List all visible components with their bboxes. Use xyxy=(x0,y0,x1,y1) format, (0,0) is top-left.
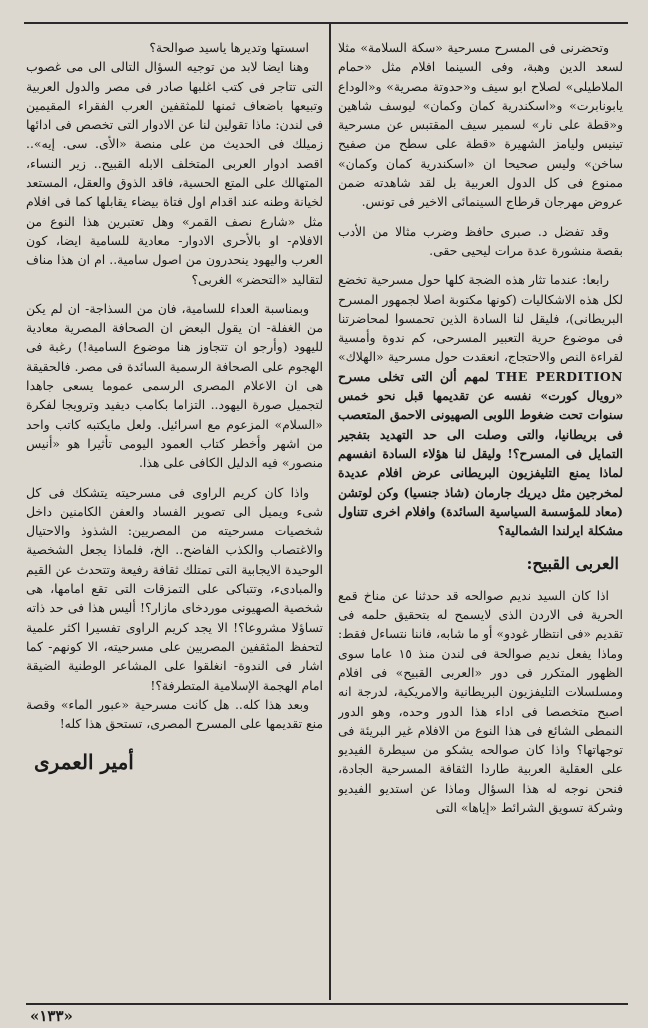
section-subheading: العربى القبيح: xyxy=(526,554,619,574)
paragraph: وهنا ايضا لابد من توجيه السؤال التالى الى مى غصوب التى تتاجر فى كتب اغلبها صادر فى مصر والدول العربية وتبيعها باضعاف ثمنها للمثقفين العرب الفقراء المقيمين فى لندن: ماذا تقولين لنا عن الادوار التى تخصص فى ادائها زميلك فى الحديث من على منصة «الأى. سى. إيه».. اقصد ادوار العربى المتخلف الابله القبيح.. زير النساء، المتهالك على المتع الحسية، فاقد الذوق والعقل، المستعد لخيانة وطنه عند اقدام اول فتاة بيضاء يقابلها كما فى افلام مثل «شارع نصف القمر» وهل تعتبرين هذا النوع من الافلام- او بالأحرى الادوار- معادية للسامية ايضا، كون العرب واليهود ينحدرون من اصول سامية.. ام ان هذا مناف لتقاليد «التحضر» الغربى؟ xyxy=(26,59,323,287)
paragraph: واذا كان كريم الراوى فى مسرحيته يتشكك فى كل شىء ويميل الى تصوير الفساد والعفن الكامنين داخل شخصيات مسرحيته من المصريين: الشذوذ والاحتيال والاغتصاب والكذب الفاضح.. الخ، فلماذا يجعل الشخصية الوحيدة الايجابية التى تمتلك ثقافة رفيعة وتتحدث عن القيم والمبادىء، وتتباكى على التمزقات التى تقع امامها، هى شخصية الصهيونى موردخاى مازار؟! أليس هذا فى حد ذاته تساؤلا مشروعا؟! الا يجد كريم الراوى تفسيرا اكثر علمية لتحفظ المثقفين المصريين على مسرحيته، الا كونهم- كما اشار فى الندوة- انغلقوا على المشاعر الوطنية الضيقة امام الهجمة الإسلامية المتطرفة؟! xyxy=(26,484,323,693)
paragraph: وقد تفضل د. صبرى حافظ وضرب مثالا من الأدب بقصة منشورة عدة مرات ليحيى حقى. xyxy=(338,223,623,258)
right-column xyxy=(338,38,623,988)
paragraph-text: رابعا: عندما تثار هذه الضجة كلها حول مسرحية تخضع لكل هذه الاشكاليات (كونها مكتوبة اصلا لجمهور المسرح البريطانى)، فليقل لنا السادة الذين تحمسوا لمحاضرتنا فى موضوع حرية التعبير المسرحى، كم ندوة وأمسية لقراءة النص والاحتجاج، انعقدت حول مسرحية «الهلاك» xyxy=(338,272,623,365)
column-divider xyxy=(329,22,331,1000)
paragraph: اذا كان السيد نديم صوالحه قد حدثنا عن مناخ قمع الحرية فى الاردن الذى لايسمح له بتحقيق حلمه فى تقديم «فى انتظار غودو» أو ما شابه، فاننا نتساءل فقط: وماذا يفعل نديم صوالحة فى لندن منذ ١٥ عاما سوى الظهور المتكرر فى دور «العربى القبيح» فى افلام ومسلسلات التليفزيون البريطانية والامريكية، لدرجة انه اصبح متخصصا فى اداء هذا الدور وحده، وهو الدور النمطى الشائع فى هذا النوع من الافلام غير البريئة فى توجهاتها؟ واذا كان صوالحه يشكو من سيطرة الفيديو على العقلية العربية طاردا الثقافة المسرحية الجادة، فنحن نوجه له هذا السؤال وماذا عن استديو الفيديو وشركة تسويق الشرائط «إياها» التى xyxy=(338,587,623,815)
paragraph: اسستها وتديرها ياسيد صوالحة؟ xyxy=(149,40,309,55)
paragraph: وتحضرنى فى المسرح مسرحية «سكة السلامة» مثلا لسعد الدين وهبة، وفى السينما افلام مثل «حمام الملاطيلى» لصلاح ابو سيف و«حدوتة مصرية» و«الوداع يابونابرت» و«اسكندرية كمان وكمان» ليوسف شاهين و«قطة على نار» لسمير سيف المقتبس عن مسرحية تينيس وليامز الشهيرة «قطة على سطح من صفيح ساخن» وليس صحيحا ان «اسكندرية كمان وكمان» ممنوع فى كل الدول العربية بل لقد شاهدته ضمن عروض مهرجان قرطاج السينمائى الاخير فى تونس. xyxy=(338,40,623,210)
paragraph: وبمناسبة العداء للسامية، فان من السذاجة- ان لم يكن من الغفلة- ان يقول البعض ان الصحافة المصرية معادية لليهود (وأرجو ان تتجاوز هنا موضوع السامية!) رغبة فى الهجوم على الصحافة الرسمية السائدة فى مصر. فالحقيقة هى ان الاعلام المصرى الرسمى عموما يسعى جاهدا لتجميل صورة اليهود.. التزاما بكامب ديفيد وترويجا لفكرة «السلام» المزعوم مع اسرائيل. ولعل مايكتبه كاتب واحد من اشهر وأخطر كتاب العمود اليومى تأثيرا هو «أنيس منصور» فيه الدليل الكافى على هذا. xyxy=(26,300,323,471)
paragraph: وبعد هذا كله.. هل كانت مسرحية «عبور الماء» وقصة منع تقديمها على المسرح المصرى، تستحق هذا كله! xyxy=(26,696,323,732)
bottom-rule xyxy=(26,1003,628,1005)
author-signature: أمير العمرى xyxy=(34,750,134,775)
top-rule xyxy=(24,22,628,24)
play-title-latin: THE PERDITION xyxy=(495,368,623,384)
page-number: «١٣٣» xyxy=(30,1007,73,1025)
paragraph xyxy=(338,270,623,540)
left-column xyxy=(26,38,323,988)
paragraph-bold-text: لمهم ألن التى تخلى مسرح «رويال كورت» نفسه عن تقديمها قبل نحو خمس سنوات تحت ضغوط اللوبى الصهيونى الاحمق المتعصب فى بريطانيا، والتى وصلت الى حد التهديد بتفجير التمايل فى المسرح؟! وليقل لنا هؤلاء السادة انفسهم لماذا يمنع التليفزيون البريطانى عرض افلام عديدة لمخرجين مثل ديريك جارمان (شاذ جنسيا) وكن لوتشن (معاد للمؤسسة السياسية السائدة) وافلام اخرى تتناول مشكلة ايرلندا الشمالية؟ xyxy=(338,368,623,539)
